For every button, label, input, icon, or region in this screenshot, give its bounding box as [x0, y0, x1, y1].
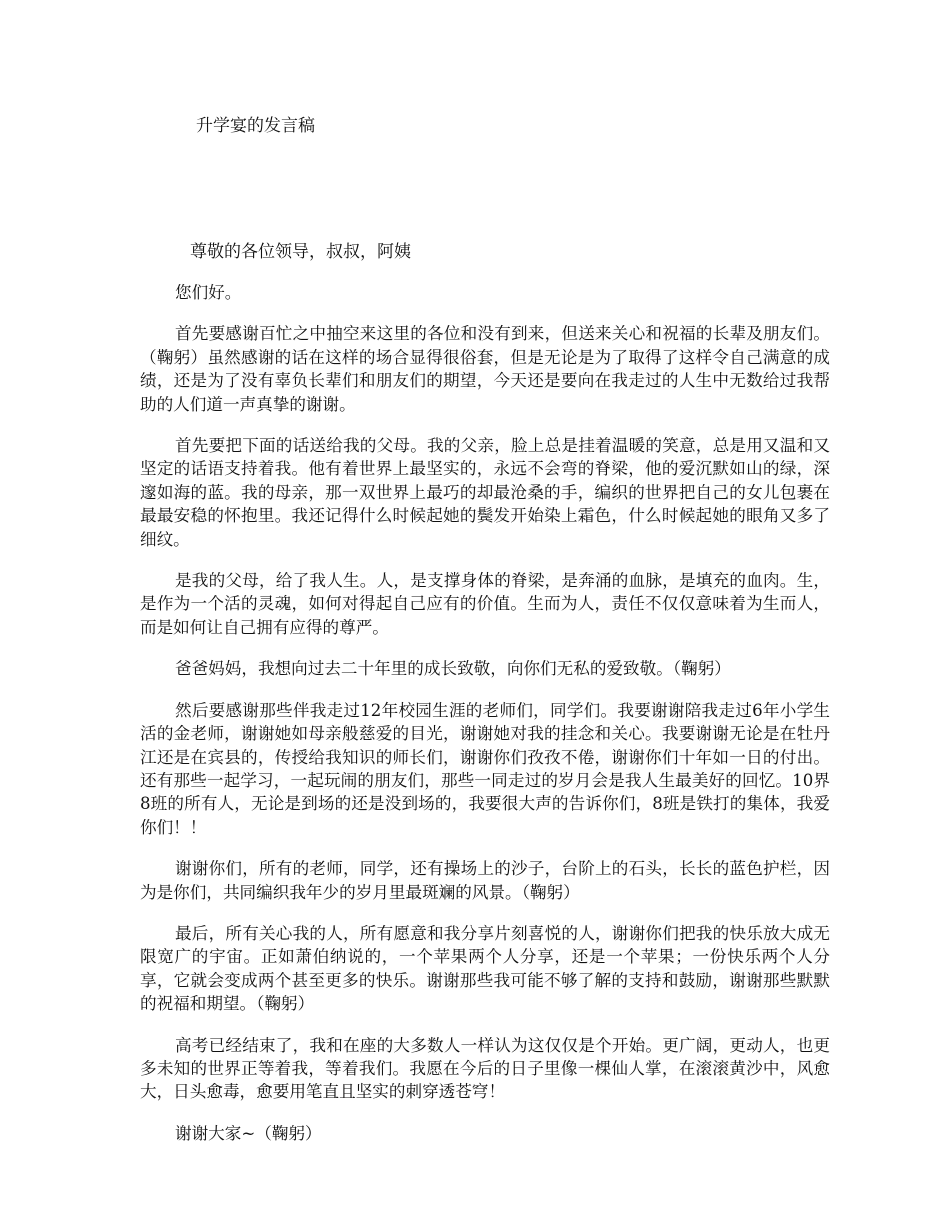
speech-body [140, 281, 830, 1163]
paragraph-hello: 您们好。 [175, 283, 242, 302]
salutation: 尊敬的各位领导，叔叔，阿姨 [190, 242, 411, 262]
paragraph-teachers: 然后要感谢那些伴我走过12年校园生涯的老师们，同学们。我要谢谢陪我走过6年小学生活的金老师，谢谢她如母亲般慈爱的目光，谢谢她对我的挂念和关心。我要谢谢无论是在牡丹江还是在宾县的，传授给我知识的师长们，谢谢你们孜孜不倦，谢谢你们十年如一日的付出。还有那些一起学习，一起玩闹的朋友们，那些一同走过的岁月会是我人生最美好的回忆。10界8班的所有人，无论是到场的还是没到场的，我要很大声的告诉你们，8班是铁打的集体，我爱你们！！ [140, 700, 830, 837]
paragraph-closing: 谢谢大家~（鞠躬） [175, 1123, 322, 1143]
paragraph-life: 是我的父母，给了我人生。人，是支撑身体的脊梁，是奔涌的血脉，是填充的血肉。生，是作为一个活的灵魂，如何对得起自己应有的价值。生而为人，责任不仅仅意味着为生而人，而是如何让自己拥有应得的尊严。 [140, 571, 830, 637]
paragraph-school: 谢谢你们，所有的老师，同学，还有操场上的沙子，台阶上的石头，长长的蓝色护栏，因为是你们，共同编织我年少的岁月里最斑斓的风景。（鞠躬） [140, 859, 830, 902]
paragraph-friends: 最后，所有关心我的人，所有愿意和我分享片刻喜悦的人，谢谢你们把我的快乐放大成无限宽广的宇宙。正如萧伯纳说的，一个苹果两个人分享，还是一个苹果；一份快乐两个人分享，它就会变成两个甚至更多的快乐。谢谢那些我可能不够了解的支持和鼓励，谢谢那些默默的祝福和期望。（鞠躬） [140, 923, 830, 1014]
paragraph-salute-parents: 爸爸妈妈，我想向过去二十年里的成长致敬，向你们无私的爱致敬。（鞠躬） [175, 659, 731, 679]
document-title: 升学宴的发言稿 [196, 116, 315, 136]
paragraph-future: 高考已经结束了，我和在座的大多数人一样认为这仅仅是个开始。更广阔，更动人，也更多未知的世界正等着我，等着我们。我愿在今后的日子里像一棵仙人掌，在滚滚黄沙中，风愈大，日头愈毒，愈要用笔直且坚实的刺穿透苍穹！ [140, 1035, 830, 1102]
paragraph-parents: 首先要把下面的话送给我的父母。我的父亲，脸上总是挂着温暖的笑意，总是用又温和又坚定的话语支持着我。他有着世界上最坚实的，永远不会弯的脊梁，他的爱沉默如山的绿，深邃如海的蓝。我的母亲，那一双世界上最巧的却最沧桑的手，编织的世界把自己的女儿包裹在最最安稳的怀抱里。我还记得什么时候起她的鬓发开始染上霜色，什么时候起她的眼角又多了细纹。 [140, 436, 830, 549]
paragraph-thanks-guests: 首先要感谢百忙之中抽空来这里的各位和没有到来，但送来关心和祝福的长辈及朋友们。（鞠躬）虽然感谢的话在这样的场合显得很俗套，但是无论是为了取得了这样令自己满意的成绩，还是为了没有辜负长辈们和朋友们的期望，今天还是要向在我走过的人生中无数给过我帮助的人们道一声真挚的谢谢。 [140, 324, 830, 414]
